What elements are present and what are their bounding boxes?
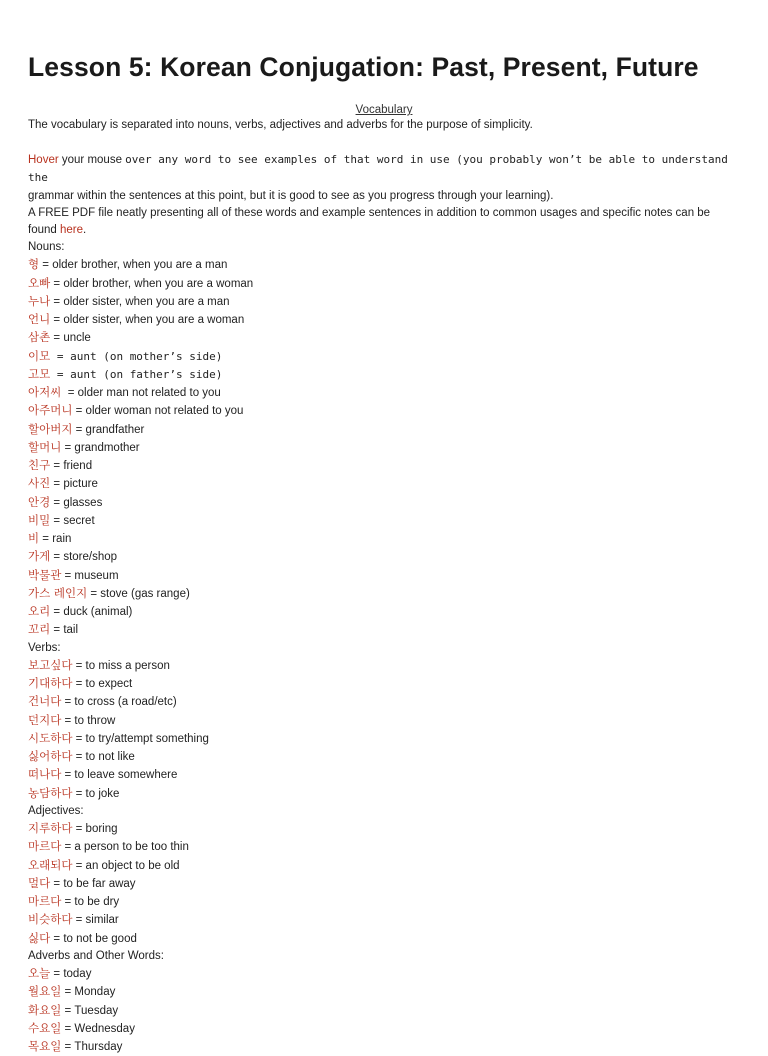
english-meaning: = museum (61, 569, 119, 582)
english-meaning: = older brother, when you are a woman (50, 277, 254, 290)
pdf-text: A FREE PDF file neatly presenting all of these words and example sentences in addition to common usages and specific notes can be found (28, 206, 711, 237)
korean-word[interactable]: 농담하다 (28, 785, 73, 800)
korean-word[interactable]: 이모 (28, 348, 51, 363)
vocabulary-list (28, 239, 740, 1056)
vocab-item (28, 838, 740, 856)
english-meaning: = today (50, 968, 92, 981)
english-meaning: = to try/attempt something (72, 732, 209, 745)
korean-word[interactable]: 마르다 (28, 894, 62, 909)
english-meaning: = to be dry (61, 896, 120, 909)
vocab-item (28, 311, 740, 329)
korean-word[interactable]: 아저씨 (28, 385, 62, 400)
korean-word[interactable]: 형 (28, 257, 40, 272)
vocab-item (28, 1038, 740, 1056)
english-meaning: = to cross (a road/etc) (61, 696, 177, 709)
vocab-item (28, 621, 740, 639)
section-heading: Adverbs and Other Words: (28, 949, 164, 962)
vocab-item (28, 512, 740, 530)
vocab-item (28, 439, 740, 457)
korean-word[interactable]: 고모 (28, 366, 51, 381)
korean-word[interactable]: 사진 (28, 476, 51, 491)
section-heading: Verbs: (28, 641, 61, 654)
english-meaning: = tail (50, 624, 79, 637)
korean-word[interactable]: 마르다 (28, 839, 62, 854)
korean-word[interactable]: 할머니 (28, 439, 62, 454)
korean-word[interactable]: 삼촌 (28, 330, 51, 345)
korean-word[interactable]: 가게 (28, 549, 51, 564)
korean-word[interactable]: 누나 (28, 293, 51, 308)
vocab-item (28, 384, 740, 402)
english-meaning: = to not like (72, 751, 135, 764)
vocab-item (28, 983, 740, 1001)
vocab-item (28, 657, 740, 675)
english-meaning: = picture (50, 478, 98, 491)
section-heading: Adjectives: (28, 804, 84, 817)
korean-word[interactable]: 목요일 (28, 1039, 62, 1054)
hover-word: Hover (28, 154, 59, 167)
korean-word[interactable]: 오리 (28, 604, 51, 619)
vocab-item (28, 457, 740, 475)
korean-word[interactable]: 수요일 (28, 1020, 62, 1035)
vocabulary-heading: Vocabulary (355, 104, 413, 116)
korean-word[interactable]: 지루하다 (28, 821, 73, 836)
korean-word[interactable]: 멀다 (28, 875, 51, 890)
korean-word[interactable]: 할아버지 (28, 421, 73, 436)
pdf-end: . (83, 224, 87, 237)
korean-word[interactable]: 싫다 (28, 930, 51, 945)
english-meaning: = older brother, when you are a man (39, 259, 228, 272)
korean-word[interactable]: 기대하다 (28, 676, 73, 691)
vocab-item (28, 603, 740, 621)
pdf-paragraph (28, 205, 740, 239)
english-meaning: = older man not related to you (61, 387, 221, 400)
english-meaning: = an object to be old (72, 859, 180, 872)
vocab-item (28, 366, 740, 384)
korean-word[interactable]: 오빠 (28, 275, 51, 290)
english-meaning: = rain (39, 533, 72, 546)
vocab-item (28, 585, 740, 603)
english-meaning: = to be far away (50, 877, 136, 890)
korean-word[interactable]: 비 (28, 531, 40, 546)
korean-word[interactable]: 꼬리 (28, 622, 51, 637)
korean-word[interactable]: 월요일 (28, 984, 62, 999)
korean-word[interactable]: 비밀 (28, 512, 51, 527)
intro-paragraph: The vocabulary is separated into nouns, verbs, adjectives and adverbs for the purpose of simplicity. (28, 119, 533, 131)
vocab-item (28, 766, 740, 784)
korean-word[interactable]: 던지다 (28, 712, 62, 727)
vocab-item (28, 730, 740, 748)
korean-word[interactable]: 건너다 (28, 694, 62, 709)
vocab-item (28, 530, 740, 548)
vocab-item (28, 1020, 740, 1038)
vocab-item (28, 256, 740, 274)
section-heading: Nouns: (28, 241, 65, 254)
vocab-item (28, 857, 740, 875)
english-meaning: = older woman not related to you (72, 405, 244, 418)
english-meaning: = to joke (72, 787, 120, 800)
english-meaning: = to miss a person (72, 659, 170, 672)
vocab-item (28, 930, 740, 948)
english-meaning: = aunt (on mother’s side) (50, 349, 223, 363)
hover-mono-text: over any word to see examples of that word in use (you probably won’t be able to understand the (28, 153, 728, 185)
korean-word[interactable]: 비슷하다 (28, 912, 73, 927)
english-meaning: = aunt (on father’s side) (50, 367, 223, 381)
korean-word[interactable]: 오래되다 (28, 857, 73, 872)
english-meaning: = uncle (50, 332, 91, 345)
vocab-item (28, 965, 740, 983)
vocab-item (28, 402, 740, 420)
vocab-item (28, 911, 740, 929)
english-meaning: = boring (72, 823, 118, 836)
vocab-item (28, 675, 740, 693)
english-meaning: = Monday (61, 986, 116, 999)
vocab-item (28, 329, 740, 347)
english-meaning: = Wednesday (61, 1022, 135, 1035)
hover-text-line2: grammar within the sentences at this point, but it is good to see as you progress through your learning). (28, 189, 554, 202)
korean-word[interactable]: 언니 (28, 312, 51, 327)
korean-word[interactable]: 안경 (28, 494, 51, 509)
korean-word[interactable]: 떠나다 (28, 767, 62, 782)
korean-word[interactable]: 시도하다 (28, 730, 73, 745)
korean-word[interactable]: 오늘 (28, 966, 51, 981)
vocab-item (28, 567, 740, 585)
english-meaning: = glasses (50, 496, 103, 509)
vocab-item (28, 785, 740, 803)
english-meaning: = to leave somewhere (61, 769, 178, 782)
page-title: Lesson 5: Korean Conjugation: Past, Present, Future (28, 52, 699, 82)
english-meaning: = a person to be too thin (61, 841, 189, 854)
english-meaning: = to expect (72, 678, 133, 691)
english-meaning: = store/shop (50, 551, 118, 564)
vocab-item (28, 1002, 740, 1020)
vocab-item (28, 275, 740, 293)
korean-word[interactable]: 박물관 (28, 567, 62, 582)
vocab-item (28, 421, 740, 439)
vocab-item (28, 875, 740, 893)
vocab-item (28, 820, 740, 838)
vocab-item (28, 548, 740, 566)
english-meaning: = similar (72, 914, 119, 927)
english-meaning: = to throw (61, 714, 116, 727)
korean-word[interactable]: 가스 레인지 (28, 585, 88, 600)
vocab-item (28, 748, 740, 766)
vocab-item (28, 693, 740, 711)
hover-paragraph (28, 151, 740, 205)
english-meaning: = grandfather (72, 423, 145, 436)
english-meaning: = Tuesday (61, 1004, 119, 1017)
vocab-item (28, 494, 740, 512)
vocab-item (28, 348, 740, 366)
vocab-item (28, 475, 740, 493)
korean-word[interactable]: 싫어하다 (28, 749, 73, 764)
vocab-item (28, 893, 740, 911)
vocab-item (28, 712, 740, 730)
english-meaning: = older sister, when you are a woman (50, 314, 245, 327)
hover-text: your mouse (58, 154, 126, 167)
korean-word[interactable]: 아주머니 (28, 403, 73, 418)
english-meaning: = to not be good (50, 932, 137, 945)
vocab-item (28, 293, 740, 311)
english-meaning: = older sister, when you are a man (50, 295, 230, 308)
korean-word[interactable]: 보고싶다 (28, 657, 73, 672)
english-meaning: = Thursday (61, 1041, 123, 1054)
pdf-here-link[interactable]: here (59, 224, 84, 237)
english-meaning: = secret (50, 514, 95, 527)
english-meaning: = stove (gas range) (87, 587, 190, 600)
korean-word[interactable]: 친구 (28, 458, 51, 473)
english-meaning: = friend (50, 460, 93, 473)
english-meaning: = duck (animal) (50, 606, 133, 619)
english-meaning: = grandmother (61, 441, 140, 454)
korean-word[interactable]: 화요일 (28, 1002, 62, 1017)
